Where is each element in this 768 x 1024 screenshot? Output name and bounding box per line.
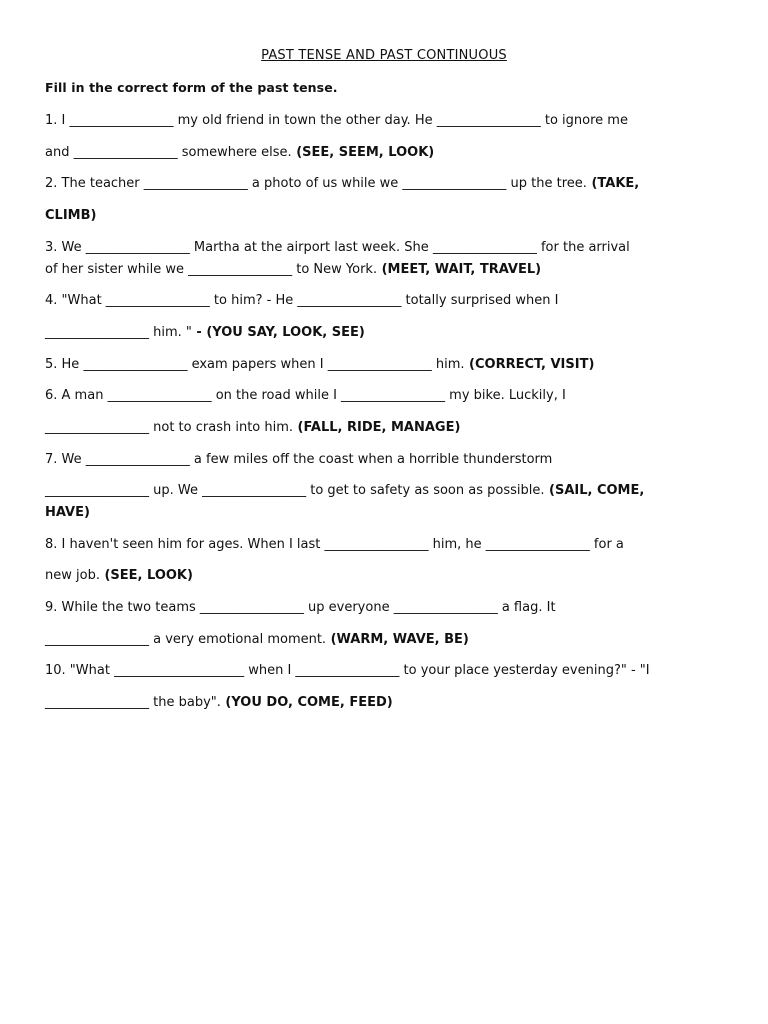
sentence-text: 9. While the two teams ________________ up everyone ________________ a flag. It — [45, 600, 556, 615]
exercise-line — [45, 695, 393, 711]
sentence-text: 10. "What ____________________ when I ________________ to your place yesterday evening?" - "I — [45, 663, 650, 678]
exercise-line — [45, 600, 556, 616]
exercise-line — [45, 505, 90, 521]
exercise-line — [45, 325, 365, 341]
exercise-line — [45, 452, 552, 468]
sentence-text: ________________ up. We ________________ to get to safety as soon as possible. — [45, 483, 545, 498]
sentence-text: 2. The teacher ________________ a photo of us while we ________________ up the tree. — [45, 176, 587, 191]
sentence-text: ________________ him. " — [45, 325, 192, 340]
exercise-line — [45, 388, 566, 404]
sentence-text: new job. — [45, 568, 100, 583]
verb-hint: (CORRECT, VISIT) — [464, 357, 595, 372]
verb-hint: (MEET, WAIT, TRAVEL) — [377, 262, 542, 277]
verb-hint: (TAKE, — [586, 176, 640, 191]
verb-hint: (WARM, WAVE, BE) — [326, 632, 469, 647]
sentence-text: and ________________ somewhere else. — [45, 145, 292, 160]
exercise-line — [45, 145, 434, 161]
sentence-text: 3. We ________________ Martha at the airport last week. She ________________ for the arrival — [45, 240, 630, 255]
exercise-line — [45, 483, 644, 499]
sentence-text: 7. We ________________ a few miles off the coast when a horrible thunderstorm — [45, 452, 553, 467]
exercise-line — [45, 293, 559, 309]
verb-hint: - (YOU SAY, LOOK, SEE) — [191, 325, 365, 340]
exercise-line — [45, 537, 624, 553]
verb-hint: (FALL, RIDE, MANAGE) — [293, 420, 461, 435]
sentence-text: 6. A man ________________ on the road while I ________________ my bike. Luckily, I — [45, 388, 566, 403]
exercise-line — [45, 357, 594, 373]
verb-hint: (SEE, SEEM, LOOK) — [291, 145, 435, 160]
exercise-line — [45, 568, 193, 584]
exercise-line — [45, 262, 541, 278]
worksheet-title: PAST TENSE AND PAST CONTINUOUS — [261, 48, 507, 63]
worksheet-instruction: Fill in the correct form of the past tense. — [45, 80, 338, 95]
sentence-text: 8. I haven't seen him for ages. When I last ________________ him, he ________________ for a — [45, 537, 624, 552]
sentence-text: ________________ not to crash into him. — [45, 420, 294, 435]
exercise-line — [45, 113, 628, 129]
sentence-text: of her sister while we ________________ to New York. — [45, 262, 378, 277]
exercise-line — [45, 176, 639, 192]
exercise-line — [45, 420, 460, 436]
sentence-text: ________________ the baby". — [45, 695, 221, 710]
verb-hint: (YOU DO, COME, FEED) — [220, 695, 393, 710]
verb-hint: (SAIL, COME, — [544, 483, 645, 498]
exercise-line — [45, 208, 96, 224]
verb-hint: HAVE) — [45, 505, 90, 520]
sentence-text: 4. "What ________________ to him? - He ________________ totally surprised when I — [45, 293, 559, 308]
sentence-text: 1. I ________________ my old friend in town the other day. He ________________ to ignore me — [45, 113, 628, 128]
exercise-line — [45, 632, 469, 648]
verb-hint: (SEE, LOOK) — [99, 568, 193, 583]
exercise-line — [45, 240, 630, 256]
verb-hint: CLIMB) — [45, 208, 97, 223]
exercise-line — [45, 663, 650, 679]
sentence-text: ________________ a very emotional moment. — [45, 632, 327, 647]
sentence-text: 5. He ________________ exam papers when I ________________ him. — [45, 357, 465, 372]
